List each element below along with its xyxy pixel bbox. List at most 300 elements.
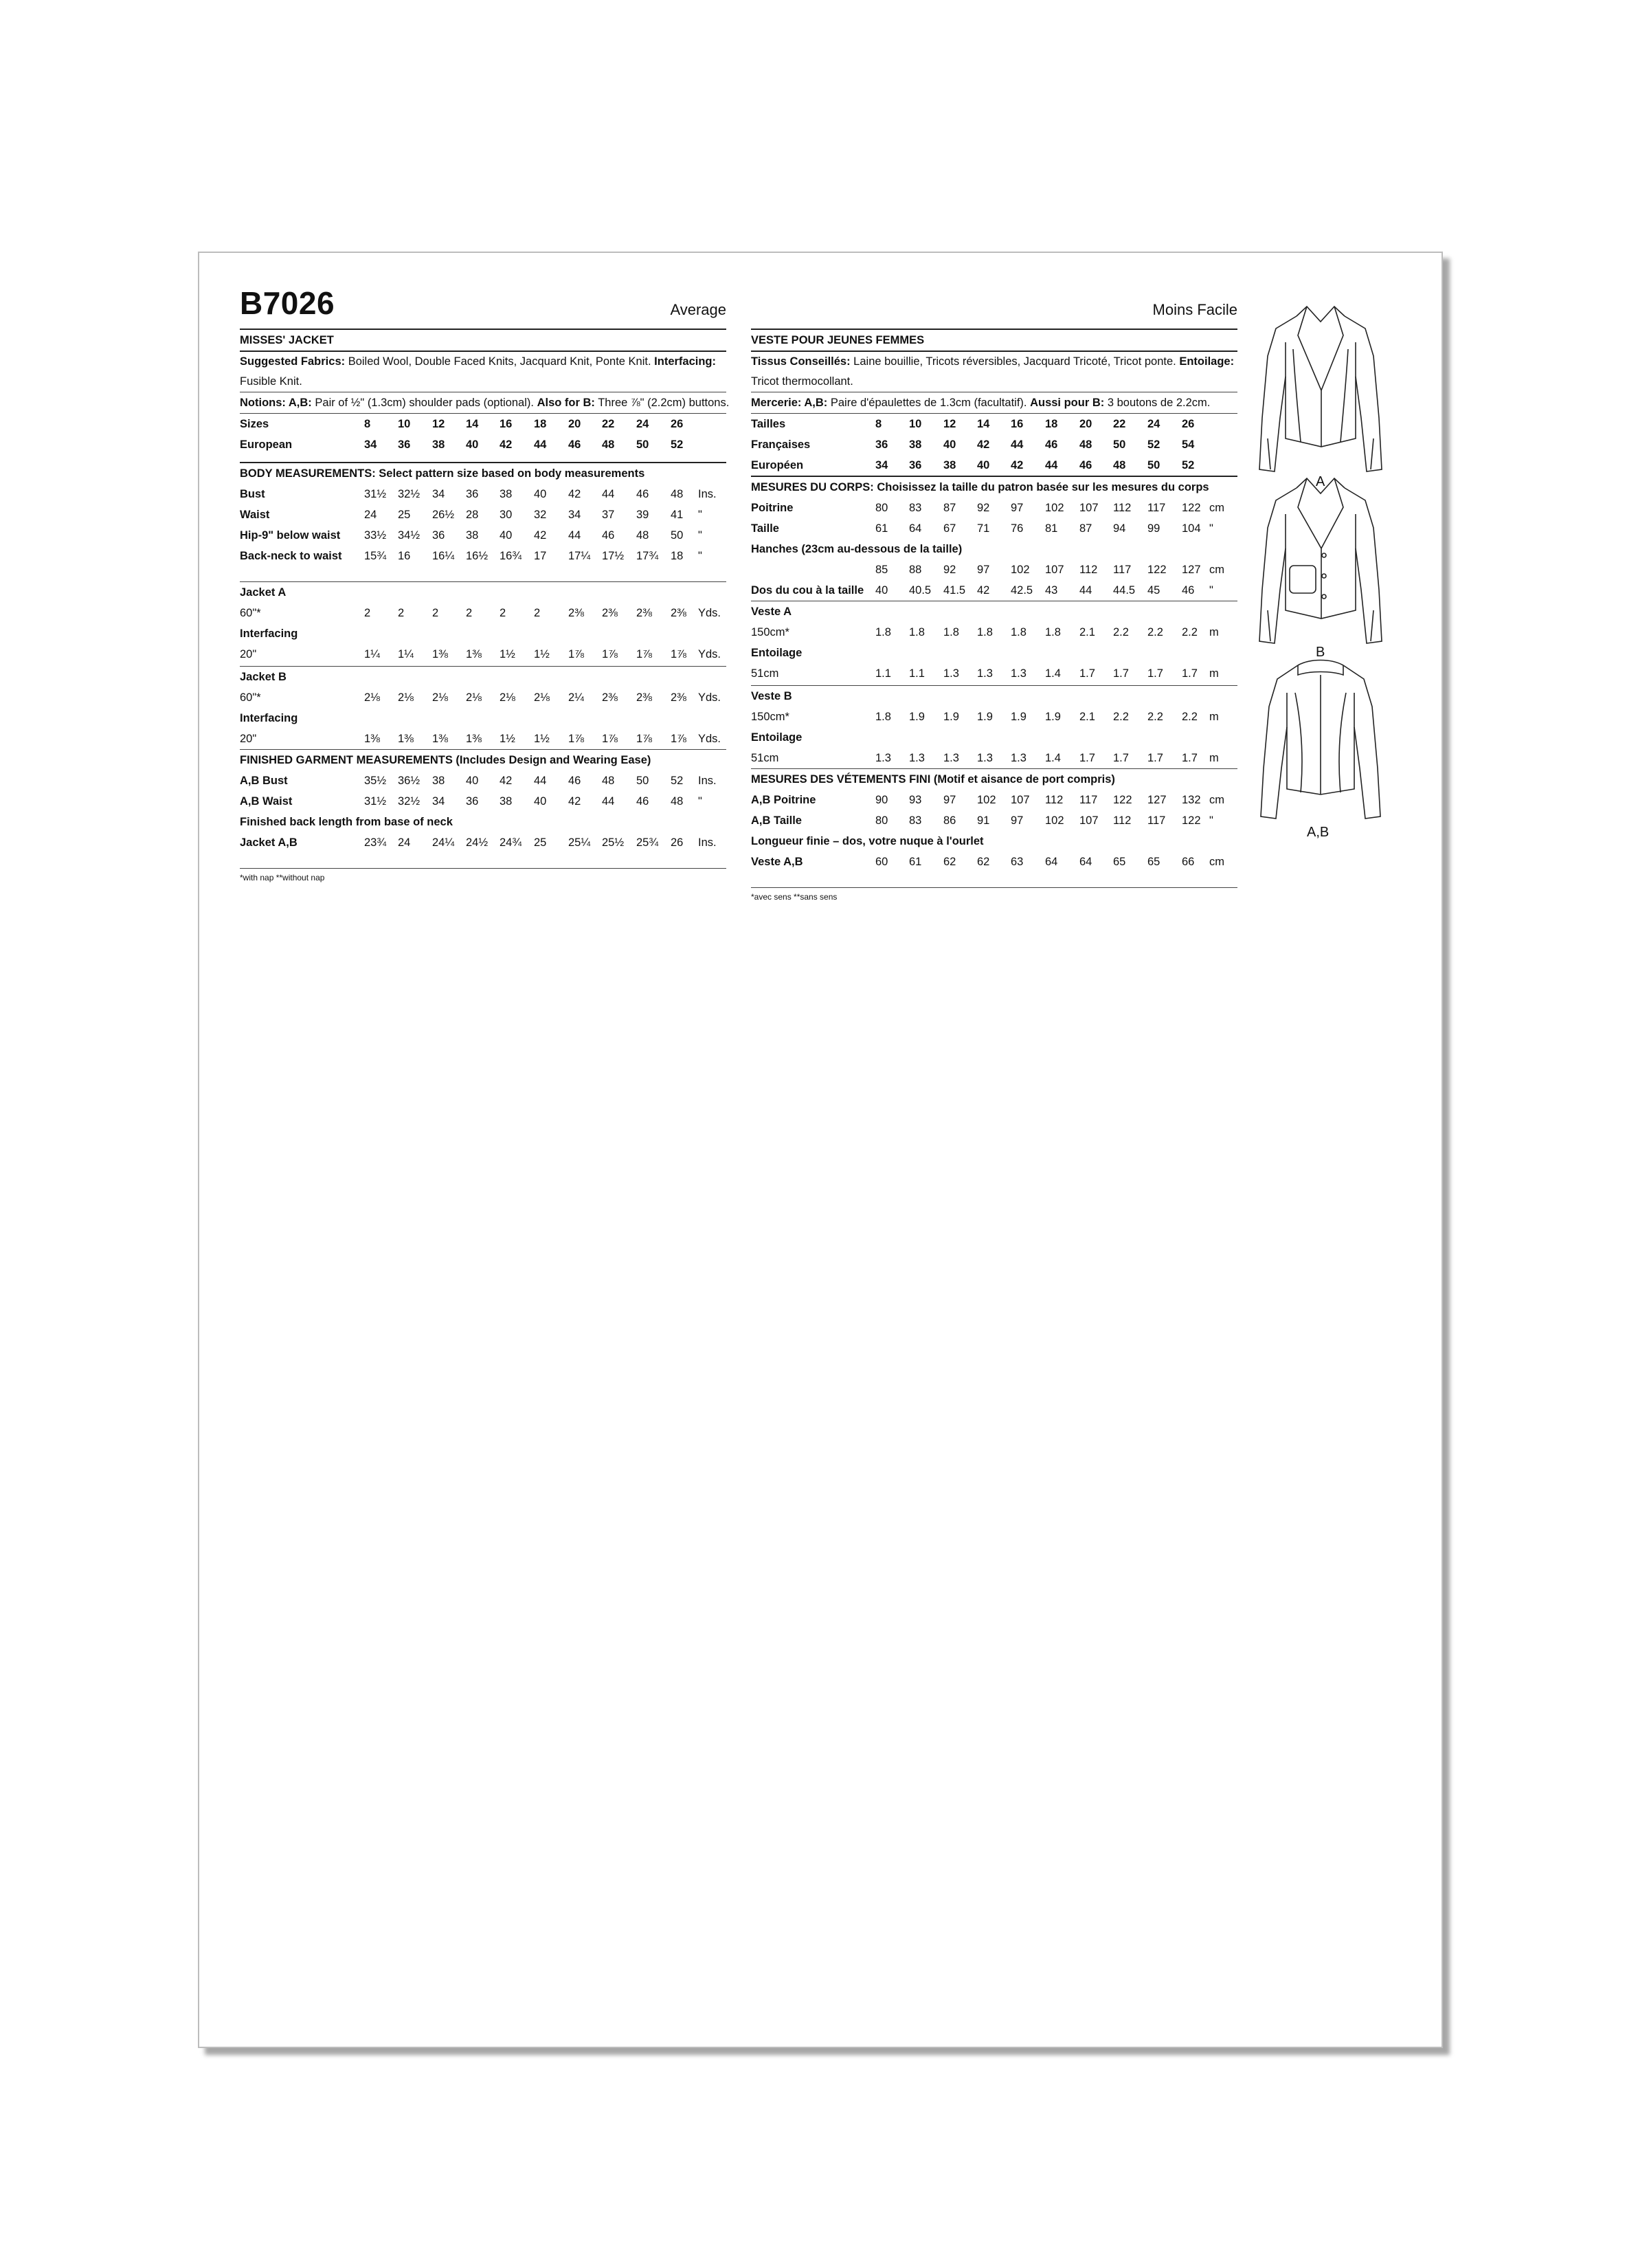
body-measurement-row: [240, 525, 726, 546]
table-cell: 10: [398, 418, 411, 430]
table-cell: 46: [636, 488, 649, 500]
table-cell: 38: [466, 529, 479, 542]
table-cell: 50: [636, 775, 649, 787]
row-label: Européen: [751, 459, 804, 471]
table-cell: 2: [364, 607, 371, 619]
table-cell: 50: [636, 438, 649, 451]
row-label: Back-neck to waist: [240, 550, 342, 562]
table-cell: 2⅛: [466, 691, 482, 704]
entoilage-label: Entoilage: [751, 647, 803, 659]
body-measurements-header: BODY MEASUREMENTS: Select pattern size based on body measurements: [240, 467, 645, 480]
table-cell: 48: [602, 775, 615, 787]
table-cell: 1⅜: [364, 733, 380, 745]
row-label: Françaises: [751, 438, 811, 451]
table-cell: 112: [1079, 564, 1098, 576]
table-cell: 1⅞: [636, 648, 652, 660]
unit-label: cm: [1209, 564, 1224, 576]
body-measurement-row: [240, 484, 726, 504]
table-cell: 2: [466, 607, 473, 619]
table-cell: 1.7: [1113, 667, 1129, 680]
table-cell: 2.2: [1113, 626, 1129, 638]
table-cell: 39: [636, 509, 649, 521]
table-cell: 8: [875, 418, 882, 430]
table-cell: 44: [1045, 459, 1058, 471]
table-cell: 1.7: [1113, 752, 1129, 764]
table-cell: 2⅜: [636, 607, 652, 619]
table-cell: 20: [568, 418, 581, 430]
table-cell: 44: [1079, 584, 1092, 597]
french-column: [751, 289, 1237, 902]
table-cell: 1.3: [875, 752, 891, 764]
table-cell: 2⅛: [364, 691, 380, 704]
jacket-sketch-b: [1255, 473, 1386, 645]
table-cell: 50: [1113, 438, 1126, 451]
table-cell: 34½: [398, 529, 420, 542]
table-cell: 122: [1182, 502, 1201, 514]
table-cell: 1.9: [977, 711, 993, 723]
table-cell: 1⅜: [432, 733, 448, 745]
table-cell: 117: [1147, 502, 1166, 514]
finished-measurements-header-fr: MESURES DES VÉTEMENTS FINI (Motif et aisance de port compris): [751, 773, 1115, 786]
table-cell: 64: [909, 522, 922, 535]
table-cell: 52: [1182, 459, 1195, 471]
row-label: 150cm*: [751, 626, 789, 638]
table-cell: 26: [671, 418, 684, 430]
finished-measurement-row-fr: [751, 810, 1237, 831]
table-cell: 18: [534, 418, 547, 430]
table-cell: 80: [875, 502, 888, 514]
table-cell: 46: [1182, 584, 1195, 597]
table-cell: 1.3: [943, 752, 959, 764]
yardage-row: [240, 603, 726, 623]
table-cell: 67: [943, 522, 956, 535]
table-cell: 41.5: [943, 584, 966, 597]
table-cell: 48: [671, 795, 684, 808]
table-cell: 102: [977, 794, 996, 806]
table-cell: 1.3: [943, 667, 959, 680]
table-cell: 46: [568, 438, 581, 451]
table-cell: 52: [671, 438, 684, 451]
table-cell: 24: [1147, 418, 1160, 430]
table-cell: 81: [1045, 522, 1058, 535]
table-cell: 42: [500, 775, 513, 787]
table-cell: 36: [398, 438, 411, 451]
unit-label: cm: [1209, 794, 1224, 806]
sketch-label-ab: A,B: [1307, 825, 1330, 840]
francaises-sizes-row: [751, 434, 1237, 455]
table-cell: 1⅜: [466, 648, 482, 660]
row-label: Sizes: [240, 418, 269, 430]
table-cell: 18: [671, 550, 684, 562]
table-cell: 42: [568, 795, 581, 808]
table-cell: 40: [534, 795, 547, 808]
interfacing-label: Interfacing: [240, 712, 298, 724]
table-cell: 107: [1011, 794, 1030, 806]
table-cell: 48: [602, 438, 615, 451]
footnote: *with nap **without nap: [240, 873, 325, 882]
row-label: Veste A,B: [751, 856, 803, 868]
notions-line: Notions: A,B: Pair of ½" (1.3cm) shoulder pads (optional). Also for B: Three ⅞" (2.2cm) buttons.: [240, 397, 730, 409]
row-label: Dos du cou à la taille: [751, 584, 864, 597]
difficulty-level: Average: [670, 301, 726, 318]
table-cell: 2⅛: [500, 691, 515, 704]
table-cell: 16: [398, 550, 411, 562]
row-label: A,B Waist: [240, 795, 293, 808]
unit-label: ": [1209, 522, 1213, 535]
table-cell: 1½: [500, 733, 515, 745]
unit-label: Yds.: [698, 648, 721, 660]
table-cell: 1.7: [1079, 752, 1095, 764]
table-cell: 1⅞: [568, 733, 584, 745]
back-length-label-fr: Longueur finie – dos, votre nuque à l'ourlet: [751, 835, 984, 847]
table-cell: 66: [1182, 856, 1195, 868]
finished-measurement-row: [240, 791, 726, 812]
table-cell: 38: [432, 438, 445, 451]
sizes-row: [240, 414, 726, 434]
finished-measurement-row-fr: [751, 790, 1237, 810]
table-cell: 102: [1045, 814, 1064, 827]
table-cell: 43: [1045, 584, 1058, 597]
yardage-row: [240, 729, 726, 749]
table-cell: 42.5: [1011, 584, 1033, 597]
europeen-sizes-row: [751, 455, 1237, 476]
table-cell: 50: [671, 529, 684, 542]
english-column: [240, 285, 730, 882]
hanches-row: [751, 559, 1237, 580]
table-cell: 42: [977, 584, 990, 597]
sketch-label-a: A: [1316, 474, 1325, 489]
table-cell: 92: [943, 564, 956, 576]
table-cell: 127: [1147, 794, 1167, 806]
notions-line-fr: Mercerie: A,B: Paire d'épaulettes de 1.3cm (facultatif). Aussi pour B: 3 boutons de 2.2cm.: [751, 397, 1211, 409]
table-cell: 52: [1147, 438, 1160, 451]
table-cell: 45: [1147, 584, 1160, 597]
table-cell: 40: [500, 529, 513, 542]
table-cell: 2⅛: [432, 691, 448, 704]
table-cell: 38: [500, 795, 513, 808]
table-cell: 64: [1079, 856, 1092, 868]
table-cell: 104: [1182, 522, 1201, 535]
table-cell: 2.2: [1147, 711, 1163, 723]
table-cell: 38: [909, 438, 922, 451]
table-cell: 97: [977, 564, 990, 576]
table-cell: 40: [466, 438, 479, 451]
table-cell: 26½: [432, 509, 455, 521]
table-cell: 1.1: [909, 667, 925, 680]
table-cell: 90: [875, 794, 888, 806]
table-cell: 117: [1113, 564, 1132, 576]
table-cell: 64: [1045, 856, 1058, 868]
table-cell: 1.9: [1011, 711, 1027, 723]
table-cell: 97: [1011, 502, 1024, 514]
unit-label: Yds.: [698, 691, 721, 704]
table-cell: 99: [1147, 522, 1160, 535]
table-cell: 12: [432, 418, 445, 430]
table-cell: 2⅜: [671, 607, 686, 619]
table-cell: 31½: [364, 795, 387, 808]
table-cell: 86: [943, 814, 956, 827]
table-cell: 60: [875, 856, 888, 868]
table-cell: 2.2: [1182, 626, 1198, 638]
table-cell: 20: [1079, 418, 1092, 430]
unit-label: ": [1209, 584, 1213, 597]
table-cell: 2.2: [1147, 626, 1163, 638]
yardage-row-fr: [751, 663, 1237, 684]
table-cell: 1.3: [909, 752, 925, 764]
table-cell: 24: [364, 509, 377, 521]
table-cell: 36: [466, 488, 479, 500]
table-cell: 87: [1079, 522, 1092, 535]
unit-label: Yds.: [698, 607, 721, 619]
unit-label: ": [698, 529, 702, 542]
table-cell: 10: [909, 418, 922, 430]
table-cell: 2.2: [1182, 711, 1198, 723]
table-cell: 107: [1079, 814, 1099, 827]
table-cell: 94: [1113, 522, 1126, 535]
unit-label: m: [1209, 667, 1219, 680]
row-label: A,B Bust: [240, 775, 288, 787]
row-label: 51cm: [751, 667, 779, 680]
difficulty-level-fr: Moins Facile: [1152, 301, 1237, 318]
row-label: Taille: [751, 522, 779, 535]
table-cell: 1.1: [875, 667, 891, 680]
table-cell: 97: [943, 794, 956, 806]
table-cell: 17: [534, 550, 547, 562]
unit-label: m: [1209, 626, 1219, 638]
table-cell: 61: [875, 522, 888, 535]
table-cell: 112: [1113, 502, 1132, 514]
table-cell: 83: [909, 814, 922, 827]
table-cell: 38: [943, 459, 956, 471]
table-cell: 2.2: [1113, 711, 1129, 723]
unit-label: Ins.: [698, 836, 717, 849]
table-cell: 112: [1113, 814, 1132, 827]
table-cell: 2.1: [1079, 626, 1095, 638]
table-cell: 36½: [398, 775, 420, 787]
table-cell: 15¾: [364, 550, 387, 562]
table-cell: 83: [909, 502, 922, 514]
table-cell: 32½: [398, 488, 420, 500]
body-measurements-header-fr: MESURES DU CORPS: Choisissez la taille du patron basée sur les mesures du corps: [751, 481, 1209, 493]
unit-label: ": [698, 795, 702, 808]
table-cell: 34: [432, 795, 445, 808]
table-cell: 1⅞: [671, 733, 686, 745]
table-cell: 46: [636, 795, 649, 808]
table-cell: 34: [364, 438, 377, 451]
table-cell: 1.8: [1045, 626, 1061, 638]
yardage-row-fr: [751, 748, 1237, 768]
table-cell: 92: [977, 502, 990, 514]
jacket-b-label: Jacket B: [240, 671, 287, 683]
table-cell: 63: [1011, 856, 1024, 868]
back-length-label: Finished back length from base of neck: [240, 816, 453, 828]
table-cell: 42: [977, 438, 990, 451]
table-cell: 2⅜: [602, 691, 618, 704]
unit-label: ": [698, 509, 702, 521]
table-cell: 122: [1182, 814, 1201, 827]
table-cell: 46: [1045, 438, 1058, 451]
table-cell: 26: [1182, 418, 1195, 430]
row-label: Tailles: [751, 418, 786, 430]
row-label: 20": [240, 648, 257, 660]
table-cell: 16: [1011, 418, 1024, 430]
yardage-row: [240, 644, 726, 665]
veste-a-label: Veste A: [751, 605, 792, 618]
table-cell: 1.8: [875, 626, 891, 638]
unit-label: Ins.: [698, 488, 717, 500]
table-cell: 122: [1113, 794, 1132, 806]
unit-label: ": [1209, 814, 1213, 827]
table-cell: 117: [1147, 814, 1166, 827]
jacket-sketch-a: [1255, 301, 1386, 473]
table-cell: 1.3: [977, 752, 993, 764]
table-cell: 36: [909, 459, 922, 471]
table-cell: 2.1: [1079, 711, 1095, 723]
table-cell: 1⅜: [432, 648, 448, 660]
jacket-a-label: Jacket A: [240, 586, 287, 599]
table-cell: 1½: [534, 648, 550, 660]
table-cell: 38: [500, 488, 513, 500]
table-cell: 48: [1079, 438, 1092, 451]
table-cell: 2¼: [568, 691, 584, 704]
entoilage-label: Entoilage: [751, 731, 803, 744]
table-cell: 1½: [500, 648, 515, 660]
row-label: 60"*: [240, 691, 261, 704]
table-cell: 1.4: [1045, 752, 1061, 764]
table-cell: 36: [875, 438, 888, 451]
table-cell: 50: [1147, 459, 1160, 471]
table-cell: 1.8: [1011, 626, 1027, 638]
unit-label: cm: [1209, 856, 1224, 868]
sizes-row-fr: [751, 414, 1237, 434]
table-cell: 93: [909, 794, 922, 806]
garment-title-fr: VESTE POUR JEUNES FEMMES: [751, 334, 925, 346]
table-cell: 46: [1079, 459, 1092, 471]
table-cell: 16¾: [500, 550, 522, 562]
table-cell: 102: [1045, 502, 1064, 514]
table-cell: 26: [671, 836, 684, 849]
unit-label: ": [698, 550, 702, 562]
table-cell: 22: [602, 418, 615, 430]
table-cell: 62: [943, 856, 956, 868]
table-cell: 2⅛: [398, 691, 414, 704]
row-label: Waist: [240, 509, 270, 521]
table-cell: 17¾: [636, 550, 659, 562]
table-cell: 71: [977, 522, 990, 535]
table-cell: 122: [1147, 564, 1167, 576]
row-label: Bust: [240, 488, 265, 500]
table-cell: 2⅜: [636, 691, 652, 704]
table-cell: 1⅜: [398, 733, 414, 745]
table-cell: 17½: [602, 550, 625, 562]
table-cell: 1.7: [1147, 667, 1163, 680]
fabrics-paragraph-fr: Tissus Conseillés: Laine bouillie, Tricots réversibles, Jacquard Tricoté, Tricot ponte. Entoilage: Tricot thermocollant.: [751, 355, 1235, 388]
table-cell: 2: [432, 607, 439, 619]
table-cell: 85: [875, 564, 888, 576]
yardage-row: [240, 687, 726, 708]
fabrics-paragraph: Suggested Fabrics: Boiled Wool, Double Faced Knits, Jacquard Knit, Ponte Knit. Interfacing: Fusible Knit.: [240, 355, 716, 388]
table-cell: 2: [534, 607, 541, 619]
table-cell: 32½: [398, 795, 420, 808]
footnote-fr: *avec sens **sans sens: [751, 892, 838, 902]
table-cell: 1.3: [1011, 752, 1027, 764]
table-cell: 117: [1079, 794, 1098, 806]
table-cell: 38: [432, 775, 445, 787]
table-cell: 32: [534, 509, 547, 521]
body-measurement-row: [240, 504, 726, 525]
table-cell: 24: [398, 836, 411, 849]
table-cell: 16: [500, 418, 513, 430]
table-cell: 48: [1113, 459, 1126, 471]
table-cell: 2⅜: [671, 691, 686, 704]
table-cell: 1.3: [977, 667, 993, 680]
table-cell: 65: [1113, 856, 1126, 868]
table-cell: 132: [1182, 794, 1201, 806]
table-cell: 30: [500, 509, 513, 521]
finished-measurement-row: [240, 770, 726, 791]
table-cell: 14: [466, 418, 479, 430]
table-cell: 61: [909, 856, 922, 868]
table-cell: 1⅞: [568, 648, 584, 660]
table-cell: 1.9: [943, 711, 959, 723]
table-cell: 42: [568, 488, 581, 500]
table-cell: 25½: [602, 836, 625, 849]
row-label: Poitrine: [751, 502, 794, 514]
table-cell: 46: [602, 529, 615, 542]
table-cell: 88: [909, 564, 922, 576]
table-cell: 62: [977, 856, 990, 868]
table-cell: 24¾: [500, 836, 522, 849]
table-cell: 40: [875, 584, 888, 597]
table-cell: 1⅞: [671, 648, 686, 660]
finished-measurements-header: FINISHED GARMENT MEASUREMENTS (Includes Design and Wearing Ease): [240, 754, 651, 766]
table-cell: 40: [943, 438, 956, 451]
table-cell: 42: [534, 529, 547, 542]
table-cell: 1.9: [909, 711, 925, 723]
pattern-envelope-back: [198, 252, 1443, 2048]
table-cell: 1⅜: [466, 733, 482, 745]
unit-label: m: [1209, 752, 1219, 764]
table-cell: 1.3: [1011, 667, 1027, 680]
dos-row: [751, 580, 1237, 601]
table-cell: 44.5: [1113, 584, 1136, 597]
table-cell: 112: [1045, 794, 1064, 806]
table-cell: 44: [534, 438, 547, 451]
table-cell: 2⅜: [568, 607, 584, 619]
yardage-row-fr: [751, 707, 1237, 727]
table-cell: 1.7: [1147, 752, 1163, 764]
table-cell: 1¼: [364, 648, 380, 660]
row-label: 20": [240, 733, 257, 745]
table-cell: 76: [1011, 522, 1024, 535]
unit-label: Ins.: [698, 775, 717, 787]
table-cell: 1.7: [1182, 667, 1198, 680]
back-length-row: [240, 832, 726, 853]
table-cell: 34: [568, 509, 581, 521]
table-cell: 34: [432, 488, 445, 500]
table-cell: 91: [977, 814, 990, 827]
table-cell: 44: [1011, 438, 1024, 451]
table-cell: 17¼: [568, 550, 591, 562]
table-cell: 36: [466, 795, 479, 808]
table-cell: 22: [1113, 418, 1126, 430]
row-label: 51cm: [751, 752, 779, 764]
table-cell: 37: [602, 509, 615, 521]
jacket-sketch-back: [1255, 652, 1386, 823]
table-cell: 2: [500, 607, 506, 619]
row-label: Hip-9" below waist: [240, 529, 341, 542]
table-cell: 24: [636, 418, 649, 430]
